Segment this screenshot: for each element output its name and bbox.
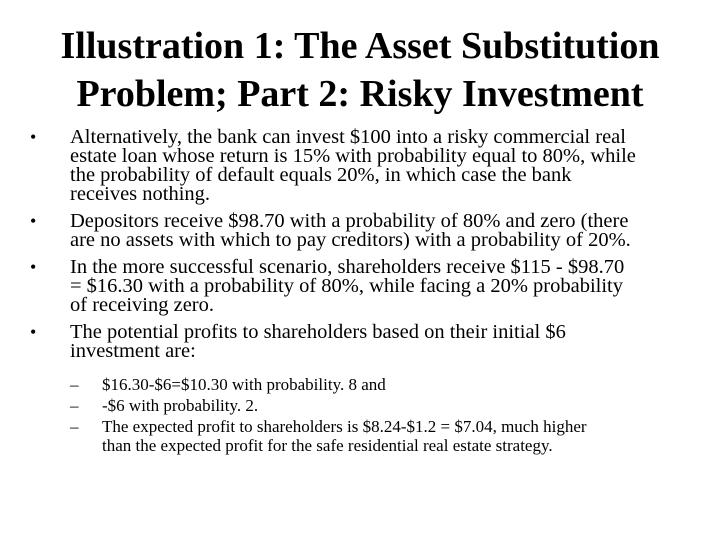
bullet-line: Alternatively, the bank can invest $100 into a risky commercial real [70,126,626,148]
bullet-item [30,258,690,315]
sub-bullet-line: The expected profit to shareholders is $8.24-$1.2 = $7.04, much higher [102,417,587,436]
sub-bullet-marker: – [70,417,79,436]
sub-bullet-item [70,375,690,394]
sub-bullet-line: $16.30-$6=$10.30 with probability. 8 and [102,375,386,394]
sub-bullet-item [70,396,690,415]
sub-bullet-item [70,417,690,455]
sub-bullet-list [70,375,690,455]
slide-title [20,22,700,118]
bullet-item [30,128,690,204]
bullet-line: estate loan whose return is 15% with probability equal to 80%, while [70,145,636,167]
bullet-marker: • [30,127,37,147]
bullet-line: investment are: [70,340,196,362]
sub-bullet-line: than the expected profit for the safe residential real estate strategy. [102,436,553,455]
sub-bullet-marker: – [70,396,79,415]
title-line-2: Problem; Part 2: Risky Investment [76,73,644,115]
sub-bullet-marker: – [70,375,79,394]
bullet-line: Depositors receive $98.70 with a probability of 80% and zero (there [70,210,629,232]
bullet-item [30,212,690,250]
bullet-line: In the more successful scenario, shareholders receive $115 - $98.70 [70,256,625,278]
bullet-item [30,323,690,455]
bullet-marker: • [30,211,37,231]
bullet-line: The potential profits to shareholders based on their initial $6 [70,321,566,343]
bullet-line: of receiving zero. [70,294,214,316]
bullet-line: = $16.30 with a probability of 80%, while facing a 20% probability [70,275,623,297]
sub-bullet-line: -$6 with probability. 2. [102,396,259,415]
bullet-marker: • [30,322,37,342]
bullet-list [30,128,690,463]
bullet-line: the probability of default equals 20%, in which case the bank [70,164,572,186]
bullet-line: are no assets with which to pay creditors) with a probability of 20%. [70,229,631,251]
bullet-marker: • [30,257,37,277]
title-line-1: Illustration 1: The Asset Substitution [60,25,660,67]
bullet-line: receives nothing. [70,183,211,205]
